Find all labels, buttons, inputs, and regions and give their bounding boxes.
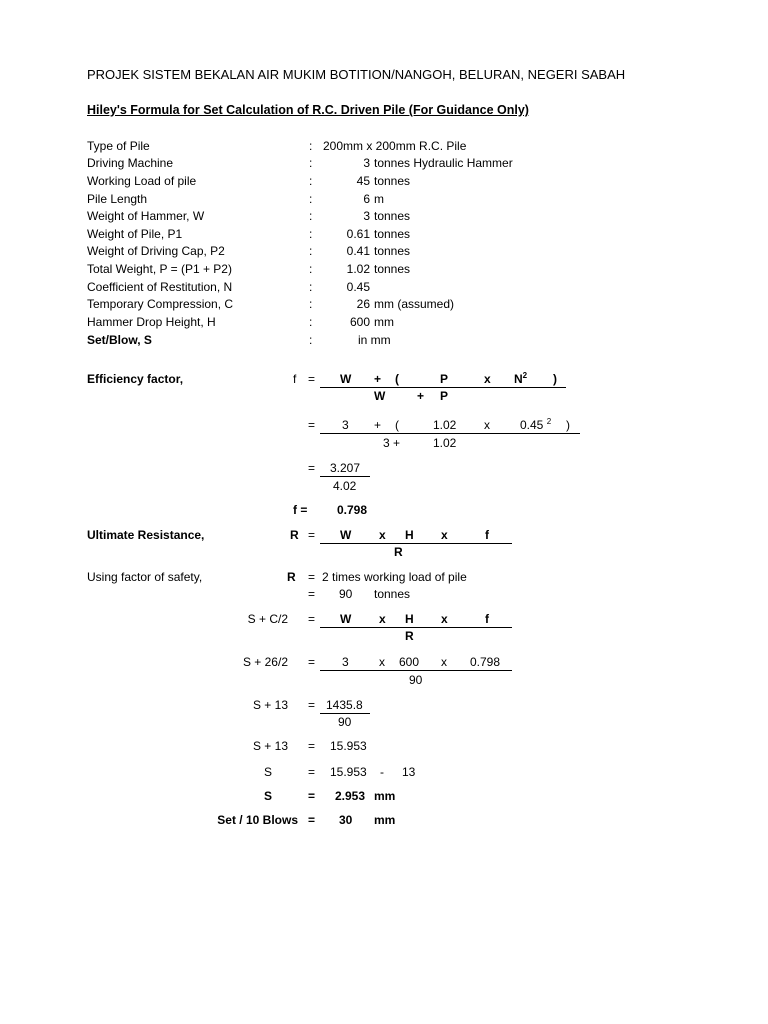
calc-lhs: S — [264, 765, 273, 779]
fraction-line — [320, 627, 512, 628]
calc-lhs: S + 13 — [252, 698, 288, 712]
param-unit-machine: tonnes Hydraulic Hammer — [374, 156, 513, 170]
calc-lhs: S + 13 — [252, 739, 288, 753]
param-label-length: Pile Length — [87, 192, 148, 206]
fraction-denominator: 90 — [409, 673, 423, 687]
param-unit-set: in mm — [358, 333, 391, 347]
formula-term: H — [405, 528, 414, 542]
equals-sign: = — [308, 612, 316, 626]
calc-value: 15.953 — [330, 765, 367, 779]
param-value-drop: 600 — [349, 315, 370, 329]
formula-term: ) — [553, 372, 557, 386]
fraction-numerator: 3.207 — [330, 461, 361, 475]
param-unit-working-load: tonnes — [374, 174, 411, 188]
fraction-line — [320, 543, 512, 544]
safety-unit: tonnes — [374, 587, 411, 601]
resistance-symbol: R — [287, 570, 296, 584]
minus-sign: - — [380, 765, 384, 779]
fraction-numerator: 1435.8 — [326, 698, 363, 712]
resistance-symbol: R — [290, 528, 299, 542]
param-label-compression: Temporary Compression, C — [87, 297, 234, 311]
formula-term: 1.02 — [433, 418, 457, 432]
formula-term: P — [440, 372, 449, 386]
param-label-restitution: Coefficient of Restitution, N — [87, 280, 233, 294]
calc-value: 13 — [402, 765, 416, 779]
param-label-hammer-weight: Weight of Hammer, W — [87, 209, 205, 223]
formula-term: N — [514, 372, 523, 386]
fraction-denominator: R — [394, 545, 403, 559]
param-colon: : — [309, 174, 313, 188]
formula-term: 0.798 — [470, 655, 501, 669]
equals-sign: = — [308, 698, 316, 712]
formula-term: W — [340, 612, 352, 626]
efficiency-result: 0.798 — [337, 503, 368, 517]
document-title: Hiley's Formula for Set Calculation of R.C. Driven Pile (For Guidance Only) — [87, 103, 529, 117]
param-colon: : — [309, 333, 313, 347]
safety-text: 2 times working load of pile — [322, 570, 467, 584]
fraction-line — [320, 387, 566, 388]
param-value-pile-weight: 0.61 — [346, 227, 370, 241]
param-unit-compression: mm (assumed) — [374, 297, 455, 311]
equals-sign: = — [308, 789, 316, 803]
param-colon: : — [309, 209, 313, 223]
fraction-line — [320, 670, 512, 671]
fraction-denominator: 90 — [338, 715, 352, 729]
equals-sign: = — [308, 655, 316, 669]
param-unit-cap-weight: tonnes — [374, 244, 411, 258]
param-value-hammer-weight: 3 — [363, 209, 370, 223]
formula-term: 0.45 — [520, 418, 544, 432]
formula-term: f — [485, 612, 489, 626]
param-colon: : — [309, 262, 313, 276]
fraction-line — [320, 476, 370, 477]
set-result: 2.953 — [335, 789, 366, 803]
calc-value: 15.953 — [330, 739, 367, 753]
param-unit-drop: mm — [374, 315, 394, 329]
formula-term: x — [379, 655, 385, 669]
set-10-blows-result: 30 — [339, 813, 353, 827]
param-value-machine: 3 — [363, 156, 370, 170]
formula-term: + — [417, 389, 425, 403]
formula-term: x — [484, 418, 490, 432]
param-unit-hammer-weight: tonnes — [374, 209, 411, 223]
project-title: PROJEK SISTEM BEKALAN AIR MUKIM BOTITION/NANGOH, BELURAN, NEGERI SABAH — [87, 67, 626, 82]
superscript: 2 — [546, 417, 552, 426]
ultimate-label: Ultimate Resistance, — [87, 528, 205, 542]
param-label-pile-weight: Weight of Pile, P1 — [87, 227, 183, 241]
calc-lhs: Set / 10 Blows — [217, 813, 298, 827]
param-value-cap-weight: 0.41 — [346, 244, 370, 258]
equals-sign: = — [308, 587, 316, 601]
equals-sign: = — [308, 813, 316, 827]
formula-term: x — [441, 655, 447, 669]
param-label-type: Type of Pile — [87, 139, 150, 153]
param-unit-length: m — [374, 192, 384, 206]
safety-value: 90 — [339, 587, 353, 601]
formula-term: ( — [395, 418, 399, 432]
formula-term: 3 — [342, 655, 349, 669]
param-value-total-weight: 1.02 — [346, 262, 370, 276]
formula-term: ) — [566, 418, 570, 432]
formula-term: x — [441, 528, 448, 542]
safety-label: Using factor of safety, — [87, 570, 203, 584]
param-colon: : — [309, 227, 313, 241]
fraction-denominator: 4.02 — [333, 479, 357, 493]
equals-sign: = — [308, 418, 316, 432]
param-unit-total-weight: tonnes — [374, 262, 411, 276]
equals-sign: = — [308, 528, 316, 542]
formula-term: x — [379, 612, 386, 626]
equals-sign: = — [308, 461, 316, 475]
equals-sign: = — [308, 765, 316, 779]
efficiency-result-label: f = — [293, 503, 308, 517]
set-result-unit: mm — [374, 789, 396, 803]
fraction-line — [320, 433, 580, 434]
formula-term: f — [485, 528, 489, 542]
param-colon: : — [309, 244, 313, 258]
param-value-working-load: 45 — [356, 174, 370, 188]
formula-term: + — [374, 418, 382, 432]
param-colon: : — [309, 315, 313, 329]
efficiency-symbol: f — [293, 372, 297, 386]
param-value-compression: 26 — [356, 297, 370, 311]
param-colon: : — [309, 156, 313, 170]
param-colon: : — [309, 192, 313, 206]
param-value-restitution: 0.45 — [346, 280, 370, 294]
set-10-blows-unit: mm — [374, 813, 396, 827]
formula-term: H — [405, 612, 414, 626]
efficiency-label: Efficiency factor, — [87, 372, 184, 386]
param-label-machine: Driving Machine — [87, 156, 174, 170]
formula-term: 3 + — [383, 436, 401, 450]
formula-term: 1.02 — [433, 436, 457, 450]
calc-lhs: S + C/2 — [247, 612, 288, 626]
equals-sign: = — [308, 570, 316, 584]
formula-term: W — [340, 528, 352, 542]
param-colon: : — [309, 297, 313, 311]
formula-term: ( — [395, 372, 399, 386]
param-value-type: 200mm x 200mm R.C. Pile — [323, 139, 467, 153]
formula-term: x — [379, 528, 386, 542]
formula-term: 600 — [399, 655, 420, 669]
superscript: 2 — [522, 371, 528, 380]
calc-lhs: S — [264, 789, 273, 803]
formula-term: P — [440, 389, 449, 403]
param-value-length: 6 — [363, 192, 370, 206]
param-label-drop: Hammer Drop Height, H — [87, 315, 216, 329]
fraction-line — [320, 713, 370, 714]
param-label-working-load: Working Load of pile — [87, 174, 197, 188]
fraction-denominator: R — [405, 629, 414, 643]
param-label-total-weight: Total Weight, P = (P1 + P2) — [87, 262, 232, 276]
formula-term: x — [441, 612, 448, 626]
param-unit-pile-weight: tonnes — [374, 227, 411, 241]
formula-term: W — [340, 372, 352, 386]
calc-lhs: S + 26/2 — [242, 655, 288, 669]
formula-term — [520, 418, 551, 432]
param-label-cap-weight: Weight of Driving Cap, P2 — [87, 244, 225, 258]
formula-term — [514, 372, 527, 386]
formula-term: W — [374, 389, 386, 403]
formula-term: 3 — [342, 418, 349, 432]
param-colon: : — [309, 139, 313, 153]
param-colon: : — [309, 280, 313, 294]
formula-term: x — [484, 372, 491, 386]
formula-term: + — [374, 372, 382, 386]
equals-sign: = — [308, 372, 316, 386]
param-label-set: Set/Blow, S — [87, 333, 152, 347]
equals-sign: = — [308, 739, 316, 753]
